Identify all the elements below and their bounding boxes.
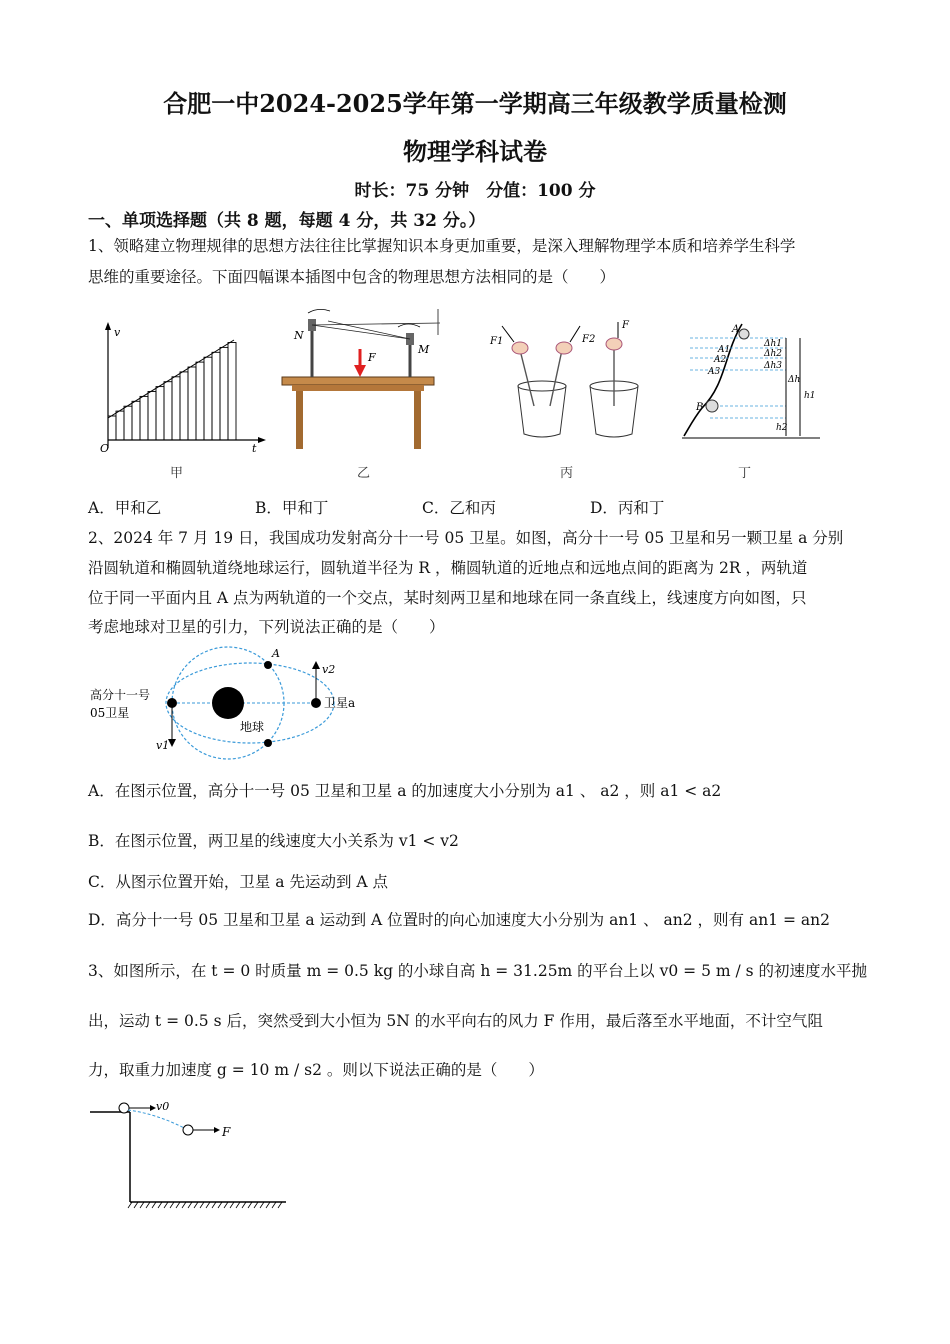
q1-stem-line2: 思维的重要途径。下面四幅课本插图中包含的物理思想方法相同的是（ ）	[88, 268, 616, 286]
label-a3: A3	[708, 367, 721, 377]
q3-stem-line2: 出，运动 t = 0.5 s 后，突然受到大小恒为 5N 的水平向右的风力 F 作用，最后落至水平地面，不计空气阻	[88, 1012, 823, 1030]
staircase-bar	[140, 396, 148, 440]
q1-option-a[interactable]: A．甲和乙	[88, 499, 162, 517]
ground-hatch	[272, 1202, 276, 1208]
label-a2: A2	[714, 355, 727, 365]
q3-platform-figure	[88, 1096, 298, 1216]
q3-stem-line3: 力，取重力加速度 g = 10 m / s2 。则以下说法正确的是（ ）	[88, 1061, 544, 1079]
staircase-bar	[212, 352, 220, 440]
exam-meta: 时长：75 分钟 分值：100 分	[354, 181, 596, 201]
ground-hatch	[206, 1202, 210, 1208]
q1-figure-ding	[680, 318, 825, 444]
q1-figure-bing	[484, 316, 654, 446]
staircase-bar	[116, 411, 124, 440]
ground-hatch	[164, 1202, 168, 1208]
staircase-bar	[148, 392, 156, 441]
q2-stem-line3: 位于同一平面内且 A 点为两轨道的一个交点，某时刻两卫星和地球在同一条直线上，线速度方向如图，只	[88, 589, 807, 607]
caption-bing: 丙	[560, 466, 574, 481]
point-a-label: A	[272, 647, 280, 660]
label-m: M	[418, 343, 430, 356]
label-a1: A1	[718, 345, 731, 355]
ground-hatch	[260, 1202, 264, 1208]
staircase-bar	[220, 347, 228, 440]
staircase-bar	[188, 367, 196, 440]
sat-a-label: 卫星a	[324, 696, 356, 710]
q2-stem-line2: 沿圆轨道和椭圆轨道绕地球运行，圆轨道半径为 R ，椭圆轨道的近地点和远地点间的距离为 2R ，两轨道	[88, 559, 808, 577]
ground-hatch	[218, 1202, 222, 1208]
origin-label: O	[100, 442, 110, 455]
exam-subject: 物理学科试卷	[403, 137, 547, 166]
sat-label-2: 05卫星	[90, 706, 130, 720]
ground-hatch	[200, 1202, 204, 1208]
label-dh3: Δh3	[764, 361, 783, 371]
q1-option-c[interactable]: C．乙和丙	[422, 499, 496, 517]
q1-option-d[interactable]: D．丙和丁	[590, 499, 665, 517]
ground-hatch	[212, 1202, 216, 1208]
q2-option-c[interactable]: C．从图示位置开始，卫星 a 先运动到 A 点	[88, 873, 389, 891]
ground-hatch	[248, 1202, 252, 1208]
ground-hatch	[170, 1202, 174, 1208]
label-b: B	[696, 402, 704, 413]
axis-t-label: t	[252, 442, 257, 455]
caption-yi: 乙	[357, 466, 371, 481]
caption-ding: 丁	[738, 466, 752, 481]
label-f: F	[368, 351, 376, 364]
section-heading: 一、单项选择题（共 8 题，每题 4 分，共 32 分。）	[88, 211, 486, 231]
sat-label-1: 高分十一号	[90, 688, 151, 702]
q2-option-d[interactable]: D．高分十一号 05 卫星和卫星 a 运动到 A 位置时的向心加速度大小分别为 an1 、 an2 ，则有 an1 = an2	[88, 911, 830, 929]
ground-hatch	[146, 1202, 150, 1208]
ground-hatch	[128, 1202, 132, 1208]
label-dh2: Δh2	[764, 349, 783, 359]
ground-hatch	[140, 1202, 144, 1208]
ground-hatch	[278, 1202, 282, 1208]
q1-figure-jia	[92, 318, 272, 458]
label-n: N	[294, 329, 304, 342]
q2-stem-line1: 2、2024 年 7 月 19 日，我国成功发射高分十一号 05 卫星。如图，高分十一号 05 卫星和另一颗卫星 a 分别	[88, 529, 844, 547]
q1-option-b[interactable]: B．甲和丁	[255, 499, 329, 517]
exam-title: 合肥一中2024-2025学年第一学期高三年级教学质量检测	[163, 89, 787, 118]
ground-hatch	[236, 1202, 240, 1208]
ground-hatch	[242, 1202, 246, 1208]
label-h1: h1	[804, 391, 816, 401]
caption-jia: 甲	[170, 466, 184, 481]
ground-hatch	[176, 1202, 180, 1208]
label-f-bing: F	[622, 320, 629, 331]
ground-hatch	[230, 1202, 234, 1208]
staircase-bar	[132, 401, 140, 440]
staircase-bar	[164, 382, 172, 440]
staircase-bar	[172, 377, 180, 440]
q1-figure-yi	[278, 305, 448, 455]
label-dh: Δh	[788, 375, 801, 385]
v2-label: v2	[322, 663, 336, 676]
q1-stem-line1: 1、领略建立物理规律的思想方法往往比掌握知识本身更加重要，是深入理解物理学本质和培养学生科学	[88, 237, 796, 255]
ground-hatch	[134, 1202, 138, 1208]
q2-stem-line4: 考虑地球对卫星的引力，下列说法正确的是（ ）	[88, 618, 445, 636]
ground-hatch	[188, 1202, 192, 1208]
label-dh1: Δh1	[764, 339, 783, 349]
q3-stem-line1: 3、如图所示，在 t = 0 时质量 m = 0.5 kg 的小球自高 h = 31.25m 的平台上以 v0 = 5 m / s 的初速度水平抛	[88, 962, 868, 980]
ground-hatch	[254, 1202, 258, 1208]
q2-option-a[interactable]: A．在图示位置，高分十一号 05 卫星和卫星 a 的加速度大小分别为 a1 、 a2 ，则 a1 < a2	[88, 782, 722, 800]
earth-label: 地球	[240, 720, 265, 734]
ground-hatch	[266, 1202, 270, 1208]
staircase-bar	[108, 416, 116, 440]
ground-hatch	[182, 1202, 186, 1208]
label-a: A	[732, 324, 740, 335]
staircase-bar	[204, 357, 212, 440]
q2-orbit-figure	[88, 645, 388, 765]
staircase-bar	[124, 406, 132, 440]
label-h2: h2	[776, 423, 788, 433]
label-f2: F2	[582, 334, 596, 345]
v0-label: v0	[156, 1100, 170, 1113]
axis-v-label: v	[114, 326, 121, 339]
staircase-bar	[228, 343, 236, 441]
ground-hatch	[158, 1202, 162, 1208]
ground-hatch	[152, 1202, 156, 1208]
staircase-bar	[196, 362, 204, 440]
label-f1: F1	[490, 336, 504, 347]
ground-hatch	[224, 1202, 228, 1208]
q2-option-b[interactable]: B．在图示位置，两卫星的线速度大小关系为 v1 < v2	[88, 832, 459, 850]
staircase-bar	[156, 387, 164, 440]
ground-hatch	[194, 1202, 198, 1208]
v1-label: v1	[156, 739, 170, 752]
f-label: F	[222, 1125, 231, 1139]
staircase-bar	[180, 372, 188, 440]
